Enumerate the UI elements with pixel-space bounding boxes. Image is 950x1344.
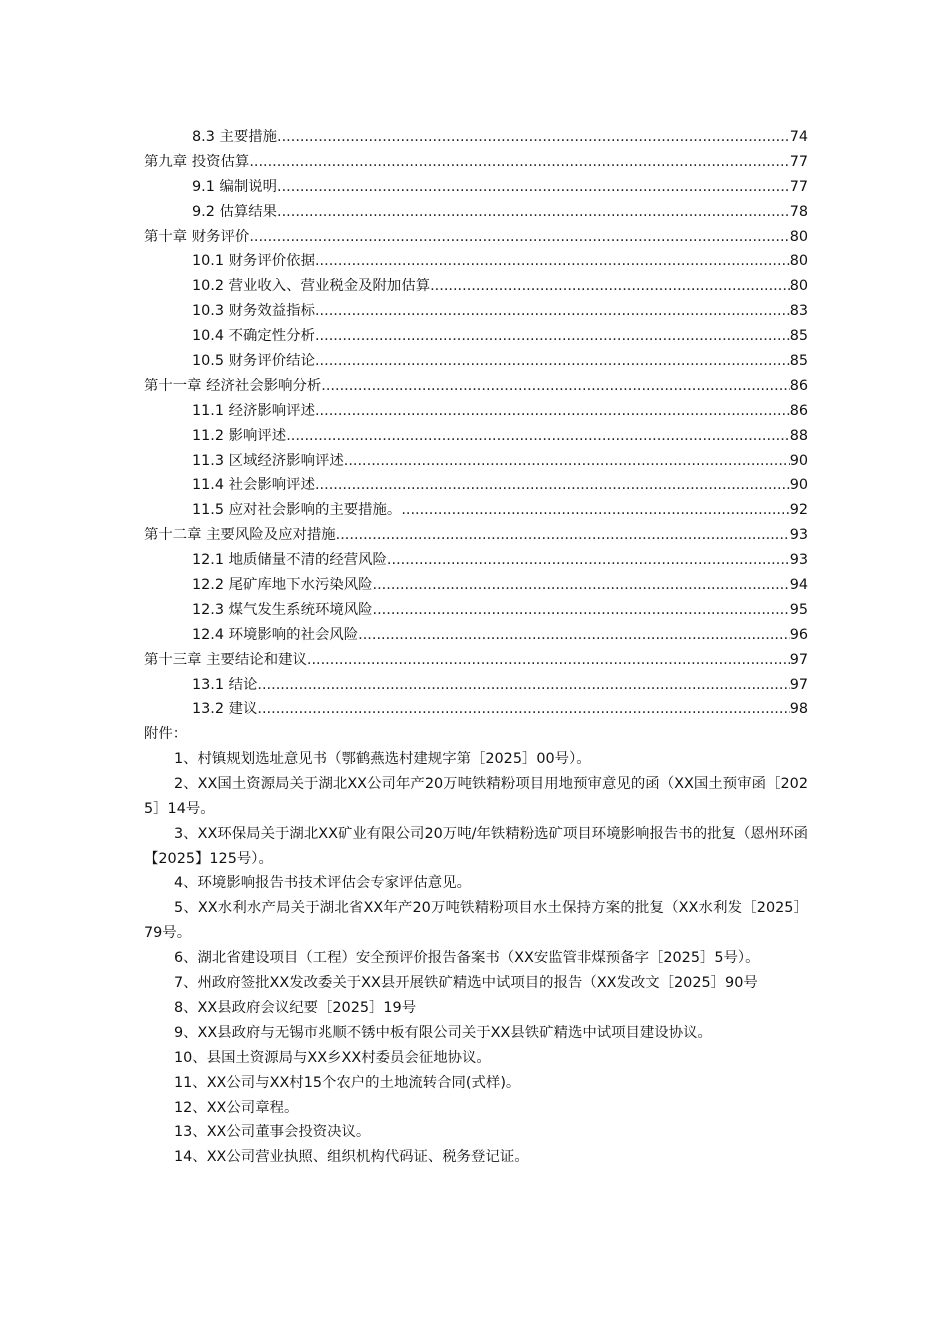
toc-entry-page-number: 83: [789, 303, 808, 320]
toc-dot-leader: [257, 673, 789, 698]
toc-entry-title: 第十一章 经济社会影响分析: [144, 377, 322, 394]
toc-entry-title: 13.2 建议: [192, 701, 258, 718]
toc-entry-title: 11.5 应对社会影响的主要措施。: [192, 502, 402, 519]
toc-dot-leader: [315, 249, 790, 274]
toc-dot-leader: [315, 349, 790, 374]
toc-section-entry[interactable]: [144, 399, 808, 424]
appendix-item: 13、XX公司董事会投资决议。: [174, 1124, 371, 1141]
toc-entry-title: 11.2 影响评述: [192, 427, 287, 444]
toc-chapter-entry[interactable]: [144, 523, 808, 548]
appendix-item: 10、县国土资源局与XX乡XX村委员会征地协议。: [174, 1049, 491, 1066]
appendix-list: [144, 747, 808, 1170]
toc-chapter-entry[interactable]: [144, 648, 808, 673]
toc-entry-title: 12.4 环境影响的社会风险: [192, 626, 359, 643]
toc-entry-page-number: 90: [789, 477, 808, 494]
appendix-item: 11、XX公司与XX村15个农户的土地流转合同(式样)。: [174, 1074, 521, 1091]
toc-entry-page-number: 97: [789, 651, 808, 668]
toc-entry-title: 第十三章 主要结论和建议: [144, 651, 307, 668]
toc-dot-leader: [358, 623, 790, 648]
toc-section-entry[interactable]: [144, 473, 808, 498]
appendix-section: [144, 722, 808, 1170]
toc-dot-leader: [315, 399, 790, 424]
toc-entry-page-number: 88: [789, 427, 808, 444]
toc-entry-page-number: 78: [789, 203, 808, 220]
toc-dot-leader: [315, 473, 790, 498]
toc-section-entry[interactable]: [144, 249, 808, 274]
appendix-item: 12、XX公司章程。: [174, 1099, 299, 1116]
toc-section-entry[interactable]: [144, 349, 808, 374]
toc-entry-title: 9.1 编制说明: [192, 178, 278, 195]
toc-dot-leader: [249, 150, 789, 175]
toc-entry-page-number: 97: [789, 676, 808, 693]
toc-entry-title: 10.5 财务评价结论: [192, 353, 315, 370]
toc-entry-title: 11.4 社会影响评述: [192, 477, 315, 494]
toc-entry-title: 10.4 不确定性分析: [192, 328, 315, 345]
toc-entry-page-number: 85: [789, 328, 808, 345]
toc-dot-leader: [387, 548, 790, 573]
toc-dot-leader: [401, 498, 789, 523]
toc-dot-leader: [277, 125, 790, 150]
toc-section-entry[interactable]: [144, 274, 808, 299]
toc-entry-title: 10.1 财务评价依据: [192, 253, 315, 270]
toc-entry-title: 11.3 区域经济影响评述: [192, 452, 344, 469]
toc-entry-title: 10.3 财务效益指标: [192, 303, 315, 320]
toc-entry-page-number: 80: [789, 253, 808, 270]
appendix-heading: 附件：: [144, 726, 188, 742]
toc-section-entry[interactable]: [144, 673, 808, 698]
toc-entry-page-number: 98: [789, 701, 808, 718]
appendix-item: 2、XX国土资源局关于湖北XX公司年产20万吨铁精粉项目用地预审意见的函（XX国土预审函［2025］14号。: [144, 775, 808, 817]
toc-section-entry[interactable]: [144, 598, 808, 623]
toc-dot-leader: [315, 299, 790, 324]
toc-entry-title: 8.3 主要措施: [192, 129, 278, 145]
toc-entry-title: 第十章 财务评价: [144, 228, 250, 245]
toc-dot-leader: [307, 648, 790, 673]
toc-entry-page-number: 96: [789, 626, 808, 643]
appendix-item: 4、环境影响报告书技术评估会专家评估意见。: [174, 875, 471, 892]
toc-section-entry[interactable]: [144, 449, 808, 474]
toc-entry-page-number: 93: [789, 527, 808, 544]
toc-entry-page-number: 80: [789, 228, 808, 245]
toc-section-entry[interactable]: [144, 125, 808, 150]
toc-dot-leader: [321, 374, 789, 399]
toc-dot-leader: [277, 175, 790, 200]
toc-section-entry[interactable]: [144, 299, 808, 324]
toc-section-entry[interactable]: [144, 573, 808, 598]
toc-dot-leader: [373, 573, 790, 598]
toc-entry-title: 第九章 投资估算: [144, 153, 250, 170]
toc-entry-page-number: 77: [789, 153, 808, 170]
toc-section-entry[interactable]: [144, 175, 808, 200]
toc-dot-leader: [257, 697, 789, 722]
toc-dot-leader: [373, 598, 790, 623]
toc-section-entry[interactable]: [144, 623, 808, 648]
appendix-item: 5、XX水利水产局关于湖北省XX年产20万吨铁精粉项目水土保持方案的批复（XX水利发［2025］79号。: [144, 900, 808, 942]
toc-dot-leader: [286, 424, 790, 449]
toc-dot-leader: [336, 523, 790, 548]
toc-dot-leader: [277, 200, 790, 225]
toc-section-entry[interactable]: [144, 548, 808, 573]
appendix-item: 6、湖北省建设项目（工程）安全预评价报告备案书（XX安监管非煤预备字［2025］5号）。: [174, 950, 760, 967]
toc-section-entry[interactable]: [144, 697, 808, 722]
appendix-item: 3、XX环保局关于湖北XX矿业有限公司20万吨/年铁精粉选矿项目环境影响报告书的批复（恩州环函【2025】125号）。: [144, 825, 808, 867]
toc-entry-title: 13.1 结论: [192, 676, 258, 693]
toc-section-entry[interactable]: [144, 498, 808, 523]
toc-entry-page-number: 80: [789, 278, 808, 295]
toc-dot-leader: [249, 225, 789, 250]
toc-entry-page-number: 92: [789, 502, 808, 519]
appendix-item: 8、XX县政府会议纪要［2025］19号: [174, 999, 417, 1016]
appendix-item: 9、XX县政府与无锡市兆顺不锈中板有限公司关于XX县铁矿精选中试项目建设协议。: [174, 1024, 712, 1041]
toc-entry-page-number: 90: [789, 452, 808, 469]
toc-dot-leader: [430, 274, 790, 299]
toc-entry-page-number: 85: [789, 353, 808, 370]
toc-section-entry[interactable]: [144, 424, 808, 449]
toc-entry-page-number: 77: [789, 178, 808, 195]
toc-dot-leader: [315, 324, 790, 349]
table-of-contents: [144, 125, 808, 722]
toc-entry-title: 12.2 尾矿库地下水污染风险: [192, 577, 373, 594]
toc-chapter-entry[interactable]: [144, 225, 808, 250]
toc-entry-title: 9.2 估算结果: [192, 203, 278, 220]
appendix-item: 1、村镇规划选址意见书（鄂鹤燕选村建规字第［2025］00号）。: [174, 750, 591, 767]
toc-entry-title: 11.1 经济影响评述: [192, 402, 315, 419]
toc-section-entry[interactable]: [144, 200, 808, 225]
toc-dot-leader: [344, 449, 790, 474]
toc-chapter-entry[interactable]: [144, 374, 808, 399]
appendix-item: 7、州政府签批XX发改委关于XX县开展铁矿精选中试项目的报告（XX发改文［2025］90号: [174, 975, 758, 992]
toc-entry-page-number: 94: [789, 577, 808, 594]
toc-entry-title: 12.3 煤气发生系统环境风险: [192, 601, 373, 618]
appendix-item: 14、XX公司营业执照、组织机构代码证、税务登记证。: [174, 1149, 529, 1166]
toc-section-entry[interactable]: [144, 324, 808, 349]
toc-entry-page-number: 74: [789, 129, 808, 145]
toc-entry-title: 10.2 营业收入、营业税金及附加估算: [192, 278, 431, 295]
toc-entry-title: 12.1 地质储量不清的经营风险: [192, 552, 387, 569]
toc-entry-title: 第十二章 主要风险及应对措施: [144, 527, 336, 544]
toc-entry-page-number: 93: [789, 552, 808, 569]
toc-entry-page-number: 86: [789, 402, 808, 419]
toc-entry-page-number: 86: [789, 377, 808, 394]
toc-chapter-entry[interactable]: [144, 150, 808, 175]
toc-entry-page-number: 95: [789, 601, 808, 618]
